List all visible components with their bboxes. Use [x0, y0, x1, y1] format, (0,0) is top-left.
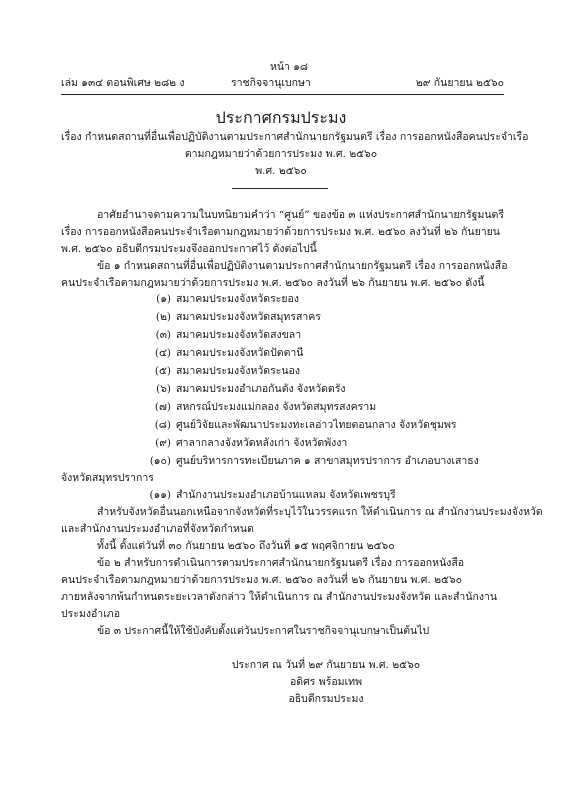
preamble-line-2: เรื่อง การออกหนังสือคนประจำเรือตามกฎหมายว่าด้วยการประมง พ.ศ. ๒๕๖๐ ลงวันที่ ๒๖ กันยายน [61, 226, 500, 238]
list-item: (๔) สมาคมประมงจังหวัดปัตตานี [154, 347, 304, 359]
announcement-date: ประกาศ ณ วันที่ ๒๙ กันยายน พ.ศ. ๒๕๖๐ [231, 659, 421, 671]
clause2-line-2: คนประจำเรือตามกฎหมายว่าด้วยการประมง พ.ศ. ๒๕๖๐ ลงวันที่ ๒๖ กันยายน พ.ศ. ๒๕๖๐ [61, 574, 463, 586]
clause1-line-1: ข้อ ๑ กำหนดสถานที่อื่นเพื่อปฏิบัติงานตามประกาศสำนักนายกรัฐมนตรี เรื่อง การออกหนังสือ [97, 260, 508, 272]
other-provinces-line-1: สำหรับจังหวัดอื่นนอกเหนือจากจังหวัดที่ระบุไว้ในวรรคแรก ให้ดำเนินการ ณ สำนักงานประมงจังหวัด [97, 506, 543, 518]
clause3: ข้อ ๓ ประกาศนี้ให้ใช้บังคับตั้งแต่วันประกาศในราชกิจจานุเบกษาเป็นต้นไป [97, 625, 430, 637]
subject-line-2: ตามกฎหมายว่าด้วยการประมง พ.ศ. ๒๕๖๐ [184, 148, 378, 160]
signatory-name: อดิศร พร้อมเทพ [290, 676, 362, 688]
list-item: (๕) สมาคมประมงจังหวัดระนอง [154, 365, 300, 377]
subject-line-1: เรื่อง กำหนดสถานที่อื่นเพื่อปฏิบัติงานตามประกาศสำนักนายกรัฐมนตรี เรื่อง การออกหนังสือคนประจำเรือ [61, 131, 529, 143]
list-item: (๘) ศูนย์วิจัยและพัฒนาประมงทะเลอ่าวไทยตอนกลาง จังหวัดชุมพร [154, 419, 457, 431]
list-item: (๑๑) สำนักงานประมงอำเภอบ้านแหลม จังหวัดเพชรบุรี [149, 489, 396, 501]
gazette-header [61, 78, 504, 92]
list-item: (๓) สมาคมประมงจังหวัดสงขลา [155, 329, 302, 341]
list-item: (๙) ศาลากลางจังหวัดหลังเก่า จังหวัดพังงา [155, 437, 348, 449]
page-number: หน้า ๑๘ [269, 61, 309, 73]
document-title: ประกาศกรมประมง [215, 108, 347, 127]
other-provinces-line-2: และสำนักงานประมงอำเภอที่จังหวัดกำหนด [61, 523, 254, 535]
list-item-continuation: จังหวัดสมุทรปราการ [61, 472, 154, 484]
header-volume: เล่ม ๑๓๔ ตอนพิเศษ ๒๘๒ ง [61, 77, 185, 89]
title-divider [232, 188, 328, 189]
header-gazette-name: ราชกิจจานุเบกษา [231, 77, 311, 89]
list-item: (๖) สมาคมประมงอำเภอกันตัง จังหวัดตรัง [156, 383, 346, 395]
header-date: ๒๙ กันยายน ๒๕๖๐ [415, 77, 504, 89]
clause2-line-1: ข้อ ๒ สำหรับการดำเนินการตามประกาศสำนักนายกรัฐมนตรี เรื่อง การออกหนังสือ [97, 557, 465, 569]
subject-date: พ.ศ. ๒๕๖๐ [255, 165, 307, 177]
header-divider [61, 94, 504, 95]
preamble-line-3: พ.ศ. ๒๕๖๐ อธิบดีกรมประมงจึงออกประกาศไว้ ดังต่อไปนี้ [61, 243, 317, 255]
signatory-position: อธิบดีกรมประมง [288, 693, 364, 705]
clause2-line-3: ภายหลังจากพ้นกำหนดระยะเวลาดังกล่าว ให้ดำเนินการ ณ สำนักงานประมงจังหวัด และสำนักงาน [61, 591, 498, 603]
list-item: (๑) สมาคมประมงจังหวัดระยอง [156, 293, 299, 305]
list-item: (๒) สมาคมประมงจังหวัดสมุทรสาคร [155, 311, 321, 323]
clause1-line-2: คนประจำเรือตามกฎหมายว่าด้วยการประมง พ.ศ. ๒๕๖๐ ลงวันที่ ๒๖ กันยายน พ.ศ. ๒๕๖๐ ดังนี้ [61, 277, 485, 289]
list-item: (๗) สหกรณ์ประมงแม่กลอง จังหวัดสมุทรสงคราม [154, 401, 377, 413]
clause2-line-4: ประมงอำเภอ [61, 608, 121, 620]
list-item: (๑๐) ศูนย์บริหารการทะเบียนภาค ๑ สาขาสมุทรปราการ อำเภอบางเสาธง [149, 455, 479, 467]
effective-period: ทั้งนี้ ตั้งแต่วันที่ ๓๐ กันยายน ๒๕๖๐ ถึงวันที่ ๑๕ พฤศจิกายน ๒๕๖๐ [97, 540, 395, 552]
preamble-line-1: อาศัยอำนาจตามความในบทนิยามคำว่า “ศูนย์” ของข้อ ๓ แห่งประกาศสำนักนายกรัฐมนตรี [97, 209, 505, 221]
